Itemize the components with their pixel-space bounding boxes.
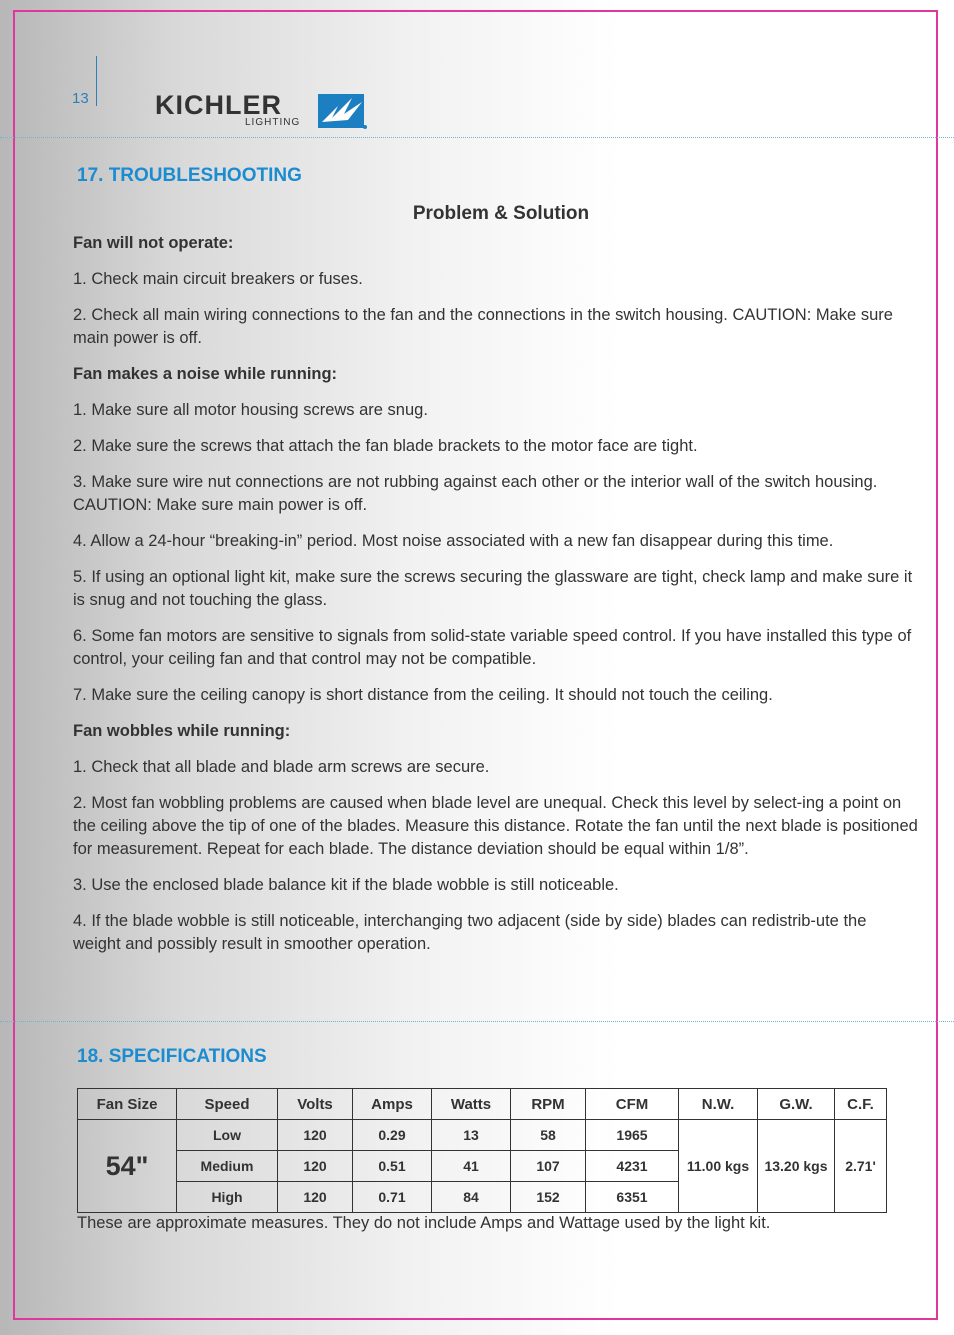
logo-wordmark: KICHLER bbox=[155, 90, 282, 120]
fan-size-cell: 54" bbox=[78, 1120, 177, 1213]
column-header: CFM bbox=[586, 1089, 679, 1120]
cfm-cell: 4231 bbox=[586, 1151, 679, 1182]
problem-solution-title: Problem & Solution bbox=[412, 203, 590, 224]
section-divider bbox=[0, 1021, 954, 1022]
solution-item: 6. Some fan motors are sensitive to signals from solid-state variable speed control. If you have installed this type of control, your ceiling fan and that control may not be compatible. bbox=[73, 627, 912, 668]
section-heading: Fan wobbles while running: bbox=[73, 722, 291, 740]
gross-weight-cell: 13.20 kgs bbox=[758, 1120, 835, 1213]
column-header: Amps bbox=[353, 1089, 432, 1120]
kichler-logo-icon bbox=[318, 92, 368, 130]
watts-cell: 13 bbox=[432, 1120, 511, 1151]
section-heading: Fan makes a noise while running: bbox=[73, 365, 338, 383]
amps-cell: 0.51 bbox=[353, 1151, 432, 1182]
speed-cell: Low bbox=[177, 1120, 278, 1151]
volts-cell: 120 bbox=[278, 1182, 353, 1213]
solution-item: 7. Make sure the ceiling canopy is short distance from the ceiling. It should not touch the ceiling. bbox=[73, 686, 773, 704]
column-header: Volts bbox=[278, 1089, 353, 1120]
solution-item: 4. If the blade wobble is still noticeable, interchanging two adjacent (side by side) blades can redistrib-ute the weight and possibly result in smoother operation. bbox=[73, 912, 867, 953]
solution-item: 4. Allow a 24-hour “breaking-in” period. Most noise associated with a new fan disappear during this time. bbox=[73, 532, 834, 550]
rpm-cell: 152 bbox=[511, 1182, 586, 1213]
solution-item: 3. Use the enclosed blade balance kit if the blade wobble is still noticeable. bbox=[73, 876, 619, 894]
solution-item: 1. Make sure all motor housing screws are snug. bbox=[73, 401, 428, 419]
rpm-cell: 107 bbox=[511, 1151, 586, 1182]
solution-item: 2. Check all main wiring connections to the fan and the connections in the switch housing. CAUTION: Make sure main power is off. bbox=[73, 306, 893, 347]
solution-item: 2. Make sure the screws that attach the fan blade brackets to the motor face are tight. bbox=[73, 437, 698, 455]
column-header: RPM bbox=[511, 1089, 586, 1120]
volts-cell: 120 bbox=[278, 1120, 353, 1151]
solution-item: 2. Most fan wobbling problems are caused when blade level are unequal. Check this level by select-ing a point on the ceiling above the tip of one of the blades. Measure this distance. Rotate the fan until the next blade is positioned for measurement. Repeat for each blade. The distance deviation should be equal within 1/8”. bbox=[73, 794, 918, 858]
section-heading: Fan will not operate: bbox=[73, 234, 234, 252]
specifications-table bbox=[77, 1088, 887, 1213]
column-header: Speed bbox=[177, 1089, 278, 1120]
speed-cell: Medium bbox=[177, 1151, 278, 1182]
solution-item: 5. If using an optional light kit, make sure the screws securing the glassware are tight, check lamp and make sure it is snug and not touching the glass. bbox=[73, 568, 913, 609]
speed-cell: High bbox=[177, 1182, 278, 1213]
volts-cell: 120 bbox=[278, 1151, 353, 1182]
column-header: C.F. bbox=[835, 1089, 887, 1120]
column-header: N.W. bbox=[679, 1089, 758, 1120]
column-header: G.W. bbox=[758, 1089, 835, 1120]
solution-item: 1. Check that all blade and blade arm screws are secure. bbox=[73, 758, 490, 776]
logo-subtitle: LIGHTING bbox=[245, 117, 301, 128]
amps-cell: 0.71 bbox=[353, 1182, 432, 1213]
net-weight-cell: 11.00 kgs bbox=[679, 1120, 758, 1213]
amps-cell: 0.29 bbox=[353, 1120, 432, 1151]
column-header: Watts bbox=[432, 1089, 511, 1120]
page-number-divider bbox=[96, 56, 97, 106]
specifications-title: 18. SPECIFICATIONS bbox=[77, 1046, 267, 1067]
cfm-cell: 6351 bbox=[586, 1182, 679, 1213]
cubic-feet-cell: 2.71' bbox=[835, 1120, 887, 1213]
watts-cell: 41 bbox=[432, 1151, 511, 1182]
kichler-logo bbox=[155, 90, 375, 130]
cfm-cell: 1965 bbox=[586, 1120, 679, 1151]
troubleshooting-content bbox=[73, 232, 918, 969]
watts-cell: 84 bbox=[432, 1182, 511, 1213]
table-header-row bbox=[78, 1089, 887, 1120]
column-header: Fan Size bbox=[78, 1089, 177, 1120]
page-number: 13 bbox=[72, 90, 89, 107]
table-row bbox=[78, 1120, 887, 1151]
specifications-note: These are approximate measures. They do not include Amps and Wattage used by the light kit. bbox=[77, 1214, 771, 1232]
solution-item: 3. Make sure wire nut connections are not rubbing against each other or the interior wall of the switch housing. CAUTION: Make sure main power is off. bbox=[73, 473, 878, 514]
troubleshooting-title: 17. TROUBLESHOOTING bbox=[77, 165, 302, 186]
rpm-cell: 58 bbox=[511, 1120, 586, 1151]
solution-item: 1. Check main circuit breakers or fuses. bbox=[73, 270, 363, 288]
header-divider bbox=[0, 137, 954, 138]
